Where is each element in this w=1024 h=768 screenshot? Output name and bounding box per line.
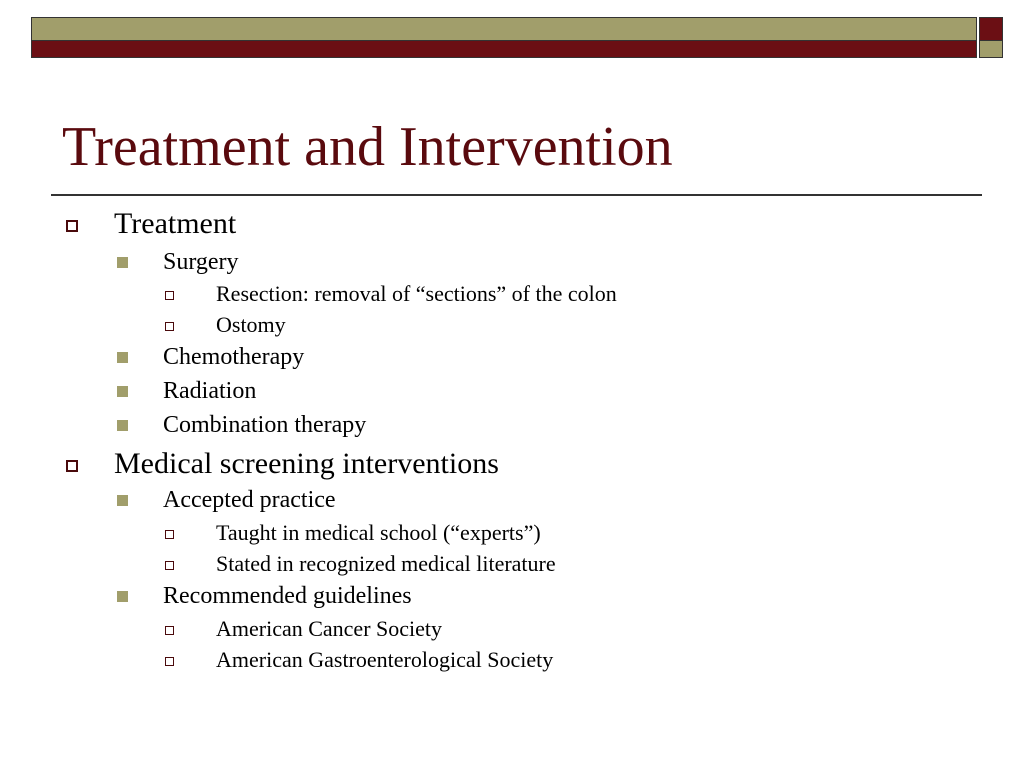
header-corner-olive	[979, 41, 1003, 58]
slide-title: Treatment and Intervention	[62, 116, 673, 178]
bullet-level1-treatment: Treatment	[114, 207, 237, 240]
filled-square-bullet-icon	[117, 386, 128, 397]
bullet-level3-resection: Resection: removal of “sections” of the colon	[216, 281, 617, 306]
bullet-level3-taught-in-medical-school: Taught in medical school (“experts”)	[216, 520, 541, 545]
filled-square-bullet-icon	[117, 591, 128, 602]
bullet-level3-medical-literature: Stated in recognized medical literature	[216, 551, 556, 576]
hollow-square-bullet-icon	[66, 220, 78, 232]
bullet-level2-combination-therapy: Combination therapy	[163, 412, 367, 438]
hollow-square-bullet-icon	[165, 626, 174, 635]
bullet-level2-recommended-guidelines: Recommended guidelines	[163, 583, 412, 609]
header-banner-olive	[31, 17, 977, 41]
header-corner-maroon	[979, 17, 1003, 41]
filled-square-bullet-icon	[117, 257, 128, 268]
hollow-square-bullet-icon	[165, 657, 174, 666]
filled-square-bullet-icon	[117, 495, 128, 506]
filled-square-bullet-icon	[117, 420, 128, 431]
hollow-square-bullet-icon	[165, 291, 174, 300]
bullet-level3-american-gastroenterological-society: American Gastroenterological Society	[216, 647, 554, 672]
bullet-level1-medical-screening: Medical screening interventions	[114, 447, 499, 480]
hollow-square-bullet-icon	[66, 460, 78, 472]
title-divider	[51, 194, 982, 196]
hollow-square-bullet-icon	[165, 322, 174, 331]
bullet-level3-ostomy: Ostomy	[216, 312, 286, 337]
bullet-level3-american-cancer-society: American Cancer Society	[216, 616, 443, 641]
bullet-level2-surgery: Surgery	[163, 249, 239, 275]
bullet-level2-accepted-practice: Accepted practice	[163, 487, 336, 513]
filled-square-bullet-icon	[117, 352, 128, 363]
bullet-level2-chemotherapy: Chemotherapy	[163, 344, 305, 370]
hollow-square-bullet-icon	[165, 561, 174, 570]
hollow-square-bullet-icon	[165, 530, 174, 539]
header-banner-maroon	[31, 41, 977, 58]
bullet-level2-radiation: Radiation	[163, 378, 257, 404]
